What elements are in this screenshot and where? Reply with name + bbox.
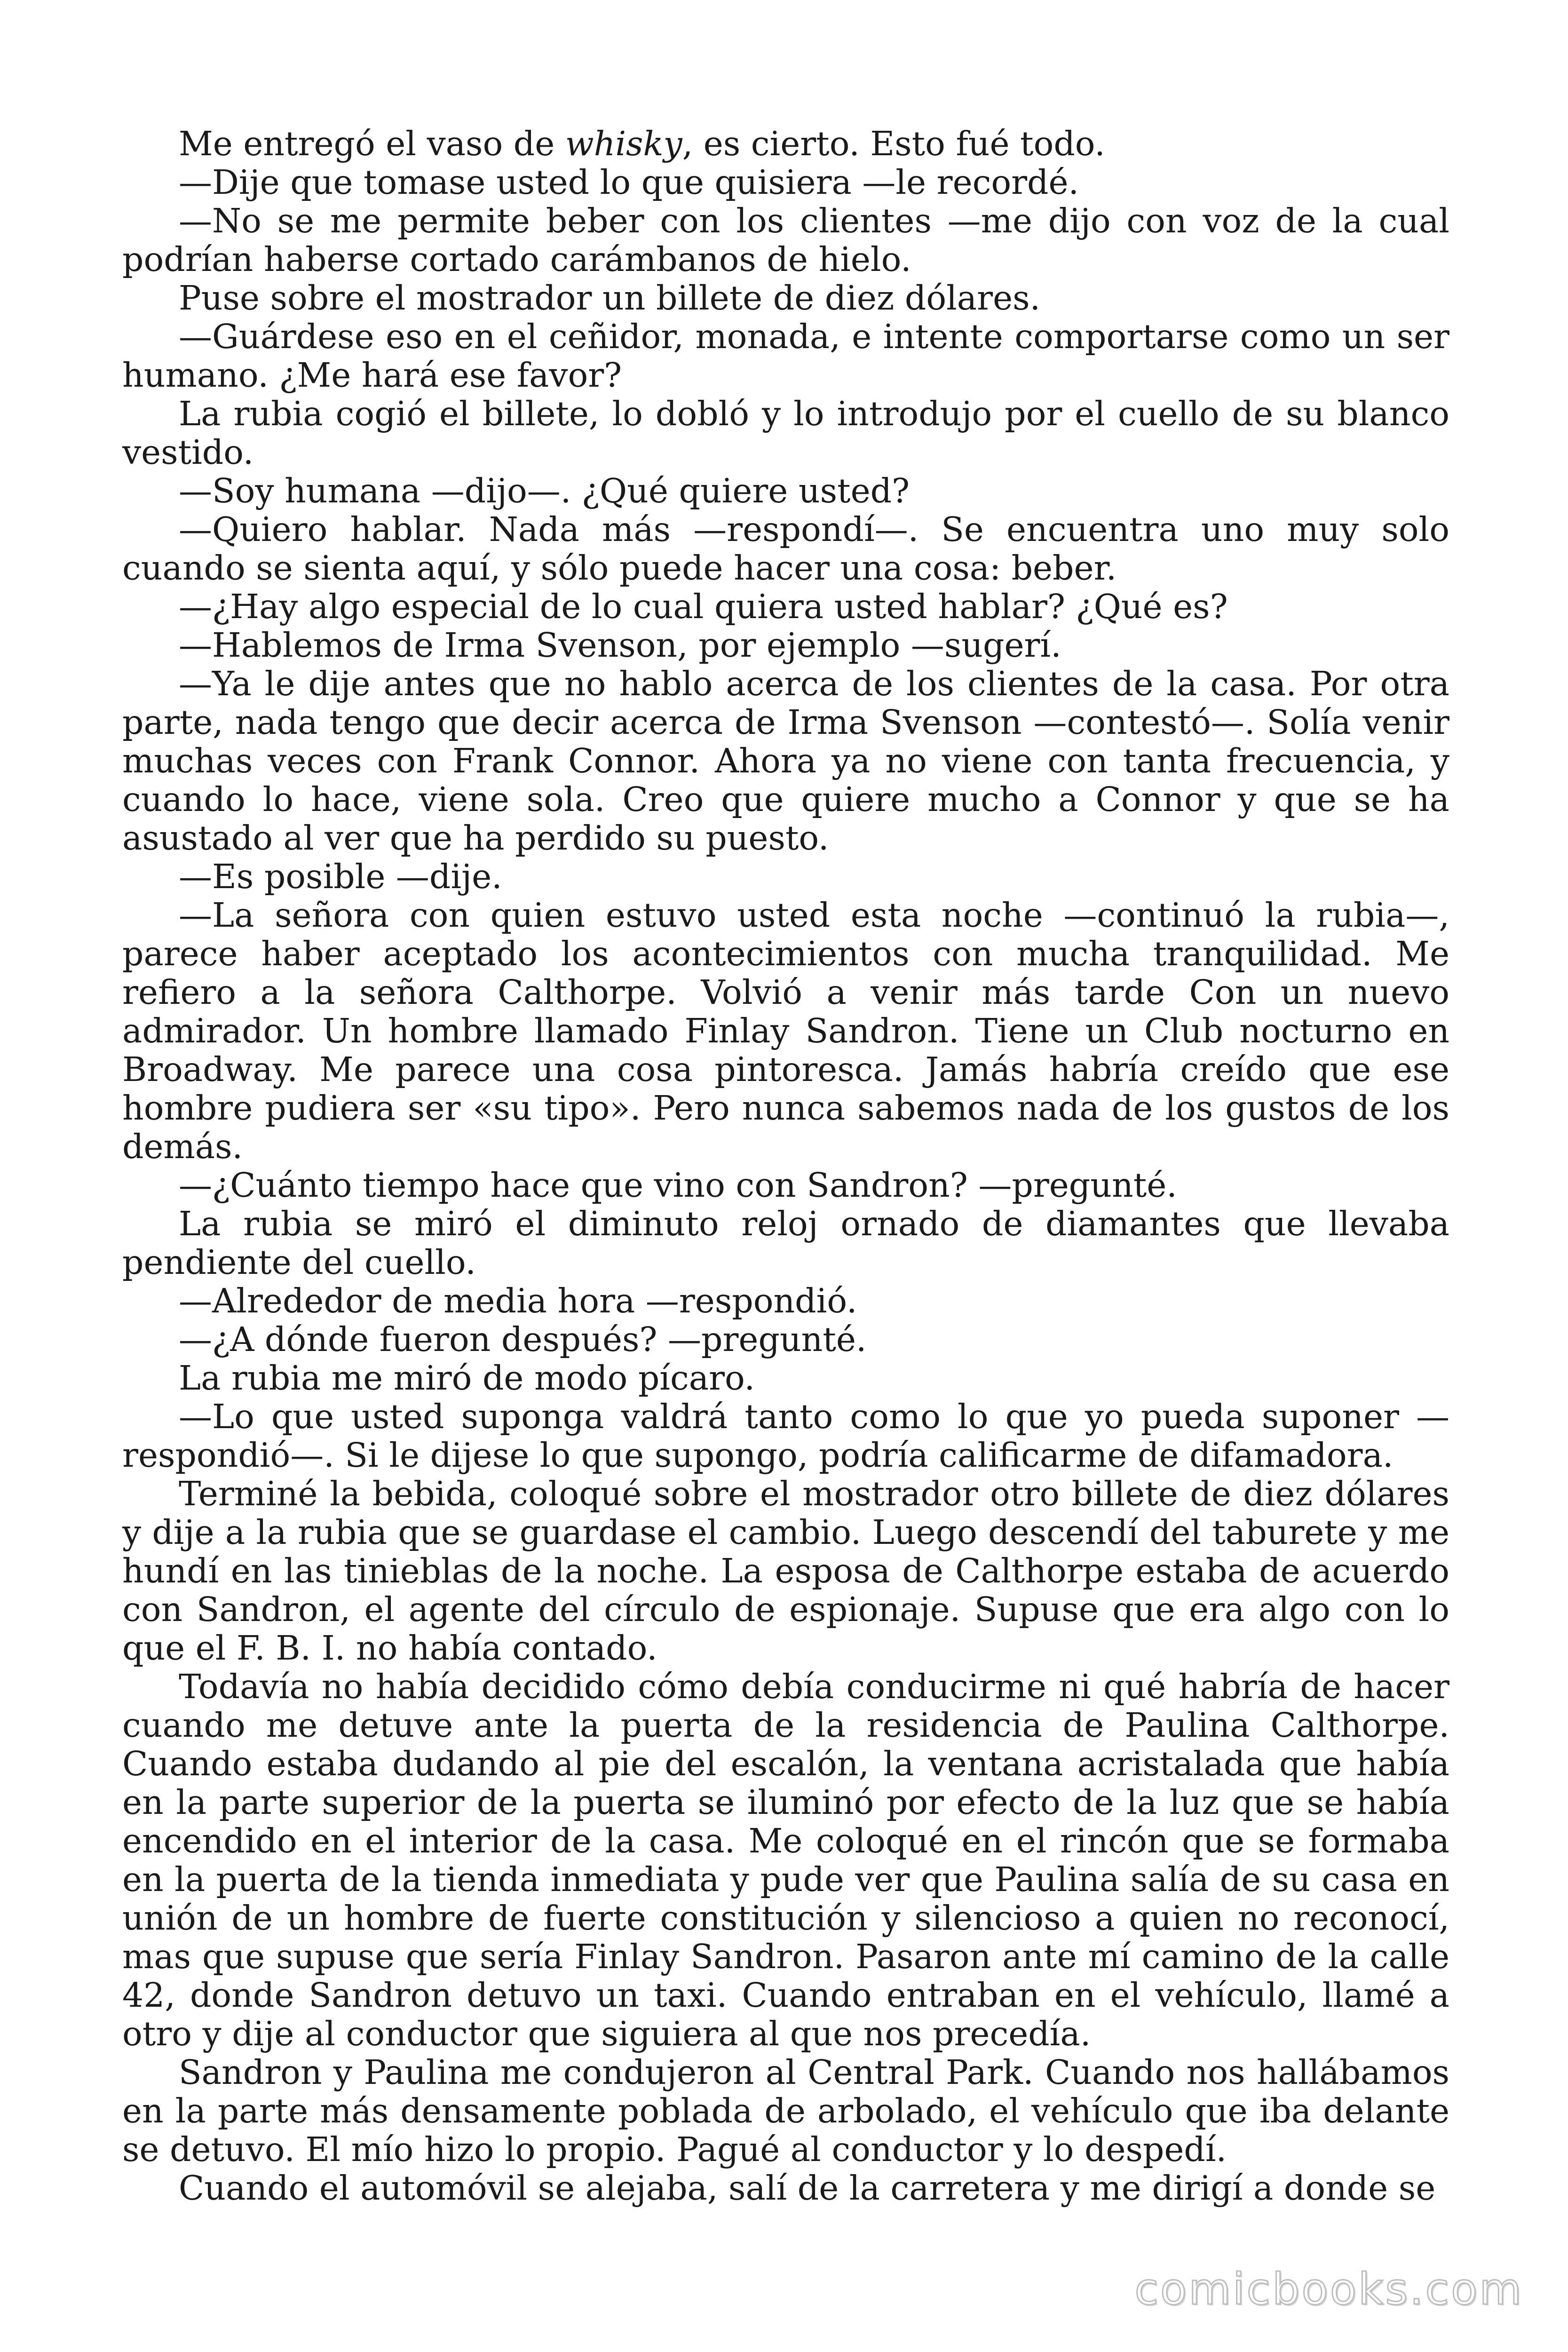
paragraph: —Quiero hablar. Nada más —respondí—. Se encuentra uno muy solo cuando se sienta aquí, y sólo puede hacer una cosa: beber. xyxy=(122,510,1449,588)
paragraph: Sandron y Paulina me condujeron al Central Park. Cuando nos hallábamos en la parte más densamente poblada de arbolado, el vehículo que iba delante se detuvo. El mío hizo lo propio. Pagué al conductor y lo despedí. xyxy=(122,2053,1449,2169)
paragraph: —Lo que usted suponga valdrá tanto como lo que yo pueda suponer —respondió—. Si le dijese lo que supongo, podría calificarme de difamadora. xyxy=(122,1397,1449,1475)
paragraph xyxy=(122,125,1449,163)
paragraph-text: Me entregó el vaso de xyxy=(179,124,565,163)
paragraph: —Ya le dije antes que no hablo acerca de los clientes de la casa. Por otra parte, nada tengo que decir acerca de Irma Svenson —contestó—. Solía venir muchas veces con Frank Connor. Ahora ya no viene con tanta frecuencia, y cuando lo hace, viene sola. Creo que quiere mucho a Connor y que se ha asustado al ver que ha perdido su puesto. xyxy=(122,664,1449,858)
watermark: comicbooks.com xyxy=(1134,2264,1523,2314)
paragraph: Puse sobre el mostrador un billete de diez dólares. xyxy=(179,278,1041,318)
paragraph: Terminé la bebida, coloqué sobre el mostrador otro billete de diez dólares y dije a la rubia que se guardase el cambio. Luego descendí del taburete y me hundí en las tinieblas de la noche. La esposa de Calthorpe estaba de acuerdo con Sandron, el agente del círculo de espionaje. Supuse que era algo con lo que el F. B. I. no había contado. xyxy=(122,1474,1449,1668)
paragraph: Todavía no había decidido cómo debía conducirme ni qué habría de hacer cuando me detuve ante la puerta de la residencia de Paulina Calthorpe. Cuando estaba dudando al pie del escalón, la ventana acristalada que había en la parte superior de la puerta se iluminó por efecto de la luz que se había encendido en el interior de la casa. Me coloqué en el rincón que se formaba en la puerta de la tienda inmediata y pude ver que Paulina salía de su casa en unión de un hombre de fuerte constitución y silencioso a quien no reconocí, mas que supuse que sería Finlay Sandron. Pasaron ante mí camino de la calle 42, donde Sandron detuvo un taxi. Cuando entraban en el vehículo, llamé a otro y dije al conductor que siguiera al que nos precedía. xyxy=(122,1667,1449,2053)
paragraph: —La señora con quien estuvo usted esta noche —continuó la rubia—, parece haber aceptado los acontecimientos con mucha tranquilidad. Me refiero a la señora Calthorpe. Volvió a venir más tarde Con un nuevo admirador. Un hombre llamado Finlay Sandron. Tiene un Club nocturno en Broadway. Me parece una cosa pintoresca. Jamás habría creído que ese hombre pudiera ser «su tipo». Pero nunca sabemos nada de los gustos de los demás. xyxy=(122,896,1449,1166)
italic-word: whisky xyxy=(565,124,682,163)
paragraph: La rubia se miró el diminuto reloj ornado de diamantes que llevaba pendiente del cuello. xyxy=(122,1204,1449,1282)
paragraph: La rubia cogió el billete, lo dobló y lo introdujo por el cuello de su blanco vestido. xyxy=(122,394,1449,472)
paragraph: —Dije que tomase usted lo que quisiera —le recordé. xyxy=(179,163,1079,202)
paragraph: —Alrededor de media hora —respondió. xyxy=(179,1281,857,1320)
paragraph: —¿Hay algo especial de lo cual quiera usted hablar? ¿Qué es? xyxy=(179,587,1228,626)
paragraph: La rubia me miró de modo pícaro. xyxy=(179,1359,755,1398)
paragraph: —Guárdese eso en el ceñidor, monada, e intente comportarse como un ser humano. ¿Me hará ese favor? xyxy=(122,317,1449,395)
paragraph: —Hablemos de Irma Svenson, por ejemplo —sugerí. xyxy=(179,626,1061,665)
page-text xyxy=(122,125,1449,2208)
paragraph: —Soy humana —dijo—. ¿Qué quiere usted? xyxy=(179,471,910,510)
paragraph: —¿A dónde fueron después? —pregunté. xyxy=(179,1320,867,1359)
paragraph-text: , es cierto. Esto fué todo. xyxy=(682,124,1105,163)
paragraph: —¿Cuánto tiempo hace que vino con Sandron? —pregunté. xyxy=(179,1166,1177,1205)
paragraph: —Es posible —dije. xyxy=(179,857,502,896)
paragraph: Cuando el automóvil se alejaba, salí de la carretera y me dirigí a donde se xyxy=(179,2169,1436,2208)
paragraph: —No se me permite beber con los clientes —me dijo con voz de la cual podrían haberse cortado carámbanos de hielo. xyxy=(122,201,1449,279)
